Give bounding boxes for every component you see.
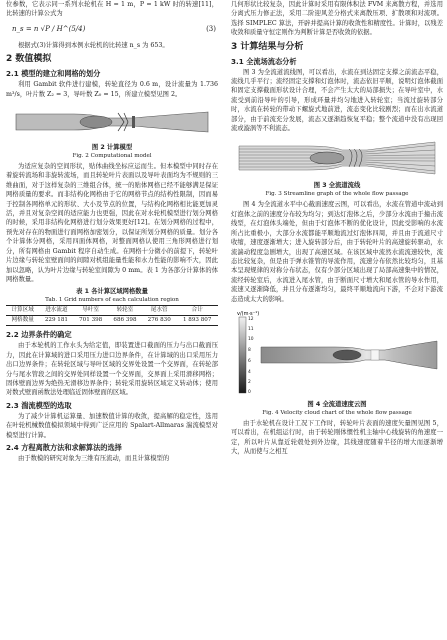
table1-cell: 网格数量 bbox=[11, 317, 34, 324]
colorbar-tick: 10 bbox=[248, 336, 254, 342]
fig4-paragraph: 图 4 为全流道水平中心截面速度云图，可以看出，水流在管道中流动到灯泡体之前的速度分布较为均匀；到达灯泡体之后，少部分水流由于撞击流线型，在灯泡体头端处，但由于灯泡体不断的优化设计，因此受影响的水流所占比重极小，大部分水流都能平顺地流过灯泡体四周，并且由于流道尺寸收缩，速度逐渐增大；进入旋转部分后，由于转轮叶片的高速旋转驱动，水流湍动程度急剧增大，出现了高速区域。在该区域中流然水流流速较快，流态比较复杂，但是由于弹水锥管的导流作用，流速分布依然比较均匀，且基本呈现规律的对称分布状态，仅有少部分区域出现了局部高速集中的情况，流经转轮室后，水流进入尾水管，由于断面尺寸增大和尾水管的导水作用，流速又逐渐降低，并且分布逐渐均匀，最终平顺地流向下游，不会对下游流态造成太大的影响。 bbox=[231, 201, 443, 303]
table1-cell: 276 830 bbox=[147, 317, 171, 324]
table1-header: 导叶室 bbox=[82, 307, 100, 314]
table1-header: 转轮室 bbox=[116, 307, 134, 314]
section-3-title: 3 计算结果与分析 bbox=[231, 41, 304, 52]
paragraph-2-1: 利用 Gambit 软件进行建模，转轮直径为 0.6 m，设计流量为 1.736 m³/s，叶片数 Z₂ = 3，导叶数 Z₀ = 15，所建立模型见图 2。 bbox=[6, 81, 218, 98]
right-column bbox=[231, 0, 443, 457]
table1-cell: 1 893 807 bbox=[182, 317, 212, 324]
paragraph-2-4: 由于数模的研究对象为三维有压流动，而且计算模型的 bbox=[18, 454, 170, 462]
fig4-velocity-cloud-chart bbox=[235, 307, 439, 399]
after-equation-paragraph: 根据式(3)计算得到本例水轮机的比转速 n_s 为 653。 bbox=[18, 41, 169, 49]
fig4-caption-en: Fig. 4 Velocity cloud chart of the whole flow passage bbox=[262, 409, 412, 416]
subsection-3-1-title: 3.1 全流场流态分析 bbox=[231, 56, 297, 66]
colorbar-tick: 4 bbox=[248, 369, 251, 375]
fig2-computational-model bbox=[14, 102, 210, 142]
paragraph-3-1: 图 3 为全流道流线图，可以看出，水流在到达固定支撑之前流态平稳，流线几乎平行；流经固定支撑和灯泡体时，流态依旧平顺，说明灯泡体截面和固定支撑截面形状设计合理，不会产生太大的局部损失；在导叶室中，水流受到前沿导叶的引导，形成环量并均匀地进入转轮室；当流过旋转部分时，水流在转轮的带动下螺旋式地前进，流态变化比较剧烈；而在出水流道部分，由于前流充分发展，流态又逐渐趋恢复平稳；整个流道中没有出现回流或漩涡等不利流态。 bbox=[231, 68, 443, 133]
streamline-drawing bbox=[237, 136, 437, 180]
left-column bbox=[6, 0, 218, 463]
table-row bbox=[6, 316, 218, 326]
table1-header: 进水流道 bbox=[45, 307, 68, 314]
table1-cell: 701 398 bbox=[79, 317, 103, 324]
intro-paragraph: 位参数，它表示同一系列水轮机在 H = 1 m，P = 1 kW 时的转速[11]，比转速的计算公式为 bbox=[6, 1, 218, 18]
top-paragraph: 几何形状比较复杂，因此计算时采用有限体积法 FVM 来离散方程，并选用分离式压力修正法，采用二阶迎风差分格式来离散压项、扩散项和对流项。选择 SIMPLEC 算法，开辟并提高计算的收敛性和精度性。计算时，以残差收敛和质量守恒定则作为判断计算是否收敛的依据。 bbox=[231, 1, 443, 37]
subsection-2-1-title: 2.1 模型的建立和网格的划分 bbox=[6, 69, 101, 79]
fig3-streamline-graph bbox=[237, 136, 437, 180]
velocity-contour-drawing bbox=[235, 307, 439, 399]
colorbar-tick: 12 bbox=[248, 316, 254, 322]
colorbar-tick: 0 bbox=[248, 389, 251, 395]
subsection-2-3-title: 2.3 湍流模型的选取 bbox=[6, 400, 72, 410]
fig3-caption-cn: 图 3 全流道流线 bbox=[313, 182, 361, 190]
equation-body: n_s = n √P / H^(5/4) bbox=[12, 25, 86, 34]
mesh-paragraph: 为适应复杂的空间形状，贴体曲线坐标应运而生。但本模型中同时存在着旋转流场和非旋转流场，而且转轮叶片表面以及导叶表面均为不规则的三维曲面，对于这样复杂的三维组合体，统一的贴体网格已经不能够满足保证网格质量的要求。而非结构化网格由于它的网格节点的结构性限制，因而易于控制各网格单元的形状、大小及节点的位置，与结构化网格相比能更加灵活，并且对复杂空间的适应能力也更强，因此在对水轮机模型进行划分网格的时候，采用非结构化网格进行划分效果更好[12]。在划分网格的过程中，预先对存在的物面进行面网格加密划分，以保证所划分网格的质量。划分各个计算体分网格，采用四面体网格，对整面网格认使用三角形网格进行划分，所有网格由 Gambit 程序自动生成。在网格十分微小的前提下，转轮叶片边缘与转轮室壁面间的间隙对机组能量性能和水力性能的影响不大，因此加以忽略，认为叶片边缘与转轮室间隙为 0 mm。表 1 为各部分计算体的体网格数量。 bbox=[6, 163, 218, 283]
colorbar-tick: 8 bbox=[248, 347, 251, 353]
table1-header: 计算区域 bbox=[11, 307, 34, 314]
subsection-2-2-title: 2.2 边界条件的确定 bbox=[6, 330, 72, 340]
fig5-paragraph: 由于水轮机在设计工况下工作时，转轮叶片表面的速度矢量图见图 5，可以看出，在机组运行时，由于转轮刚体惯性机主轴中心线旋转的角速度一定，所以叶片从靠近轮毂处到外边缘，其线速度随着半径的增大而逐渐增大，从而使与之相互 bbox=[231, 419, 443, 456]
fig2-caption-en: Fig. 2 Computational model bbox=[72, 153, 152, 160]
colorbar-tick: 2 bbox=[248, 379, 251, 385]
velocity-colorbar bbox=[239, 317, 246, 393]
table1-title-en: Tab. 1 Grid numbers of each calculation region bbox=[45, 297, 179, 304]
fig3-caption-en: Fig. 3 Streamline graph of the whole flow passage bbox=[265, 191, 409, 198]
colorbar-tick: 11 bbox=[248, 326, 254, 332]
equation-3 bbox=[6, 19, 218, 41]
equation-number: (3) bbox=[206, 25, 216, 34]
colorbar-label: v/(m·s⁻¹) bbox=[237, 310, 260, 317]
table1-title-cn: 表 1 各计算区域网格数量 bbox=[76, 288, 148, 296]
fig2-caption-cn: 图 2 计算模型 bbox=[91, 144, 133, 152]
table1-cell: 229 181 bbox=[44, 317, 68, 324]
colorbar-tick: 6 bbox=[248, 358, 251, 364]
table1-header: 合计 bbox=[191, 307, 203, 314]
table1-header: 尾水管 bbox=[150, 307, 168, 314]
table1-grid-numbers bbox=[6, 305, 218, 326]
paragraph-2-2: 由于本轮机的工作水头为给定值，即装置进口截面的压力与出口截面压力，因此在计算域的进口采用压力进口边界条件，在计算域的出口采用压力出口边界条件；在转轮区域与导叶区域的交界处设置一个交界面，在转轮部分与尾水管段之间的交界处同样设置一个交界面，交界面上采用滑移网格；固体壁面边界为绝热无滑移边界条件；转轮采用旋转区域定义转动体；使用对数式壁面函数法处理临近固体壁面的区域。 bbox=[6, 342, 218, 397]
subsection-2-4-title: 2.4 方程离散方法和求解算法的选择 bbox=[6, 442, 122, 452]
paragraph-2-3: 为了减少计算机运算量、加速数值计算的收敛，提高解的稳定性，选用在叶轮机械数值模拟领域中得到广泛应用的 Spalart-Allmaras 湍流模型对模型进行计算。 bbox=[6, 412, 218, 439]
turbine-model-drawing bbox=[14, 102, 210, 142]
table1-cell: 686 398 bbox=[113, 317, 137, 324]
section-2-title: 2 数值模拟 bbox=[6, 54, 52, 65]
fig4-caption-cn: 图 4 全流道速度云图 bbox=[307, 400, 367, 408]
